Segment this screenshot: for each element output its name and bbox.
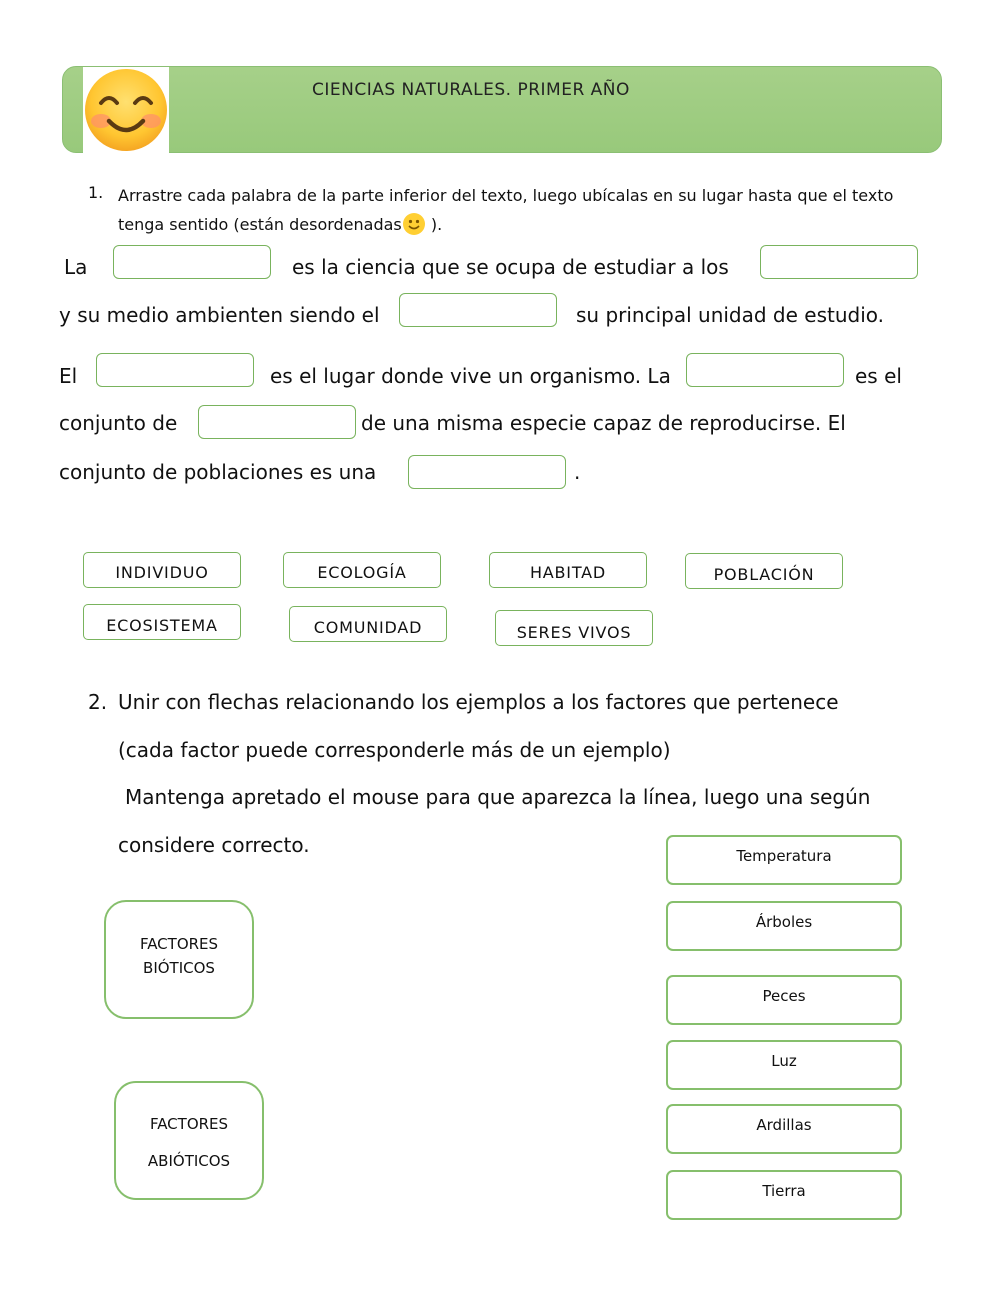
example-arboles[interactable]: Árboles [666,901,902,951]
question-2-line-1: Unir con flechas relacionando los ejemplos a los factores que pertenece [118,690,839,714]
example-luz[interactable]: Luz [666,1040,902,1090]
factor-label: BIÓTICOS [143,959,215,977]
example-ardillas[interactable]: Ardillas [666,1104,902,1154]
factor-label: FACTORES [149,1115,229,1133]
question-2-number: 2. [88,690,108,714]
word-chip-individuo[interactable]: INDIVIDUO [83,552,241,588]
factores-abioticos-box[interactable] [114,1081,264,1200]
text-el: El [59,364,78,388]
word-chip-comunidad[interactable]: COMUNIDAD [289,606,447,642]
example-tierra[interactable]: Tierra [666,1170,902,1220]
text-line-5: es el lugar donde vive un organismo. La [270,364,671,388]
text-period: . [574,460,581,484]
text-line-9: conjunto de poblaciones es una [59,460,377,484]
drop-blank-1[interactable] [113,245,271,279]
word-chip-seres-vivos[interactable]: SERES VIVOS [495,610,653,646]
word-chip-habitad[interactable]: HABITAD [489,552,647,588]
text-line-8: de una misma especie capaz de reproducirse. El [361,411,846,435]
text-line-7: conjunto de [59,411,178,435]
text-la: La [64,255,88,279]
text-line-6: es el [855,364,902,388]
factores-bioticos-box[interactable] [104,900,254,1019]
text-line-2: y su medio ambienten siendo el [59,303,380,327]
drop-blank-5[interactable] [686,353,844,387]
factor-label: FACTORES [139,935,219,953]
page-title: CIENCIAS NATURALES. PRIMER AÑO [312,80,630,100]
question-2-line-2: (cada factor puede corresponderle más de un ejemplo) [118,738,671,762]
question-2-line-3: Mantenga apretado el mouse para que aparezca la línea, luego una según [125,785,871,809]
word-chip-ecologia[interactable]: ECOLOGÍA [283,552,441,588]
text-line-3: su principal unidad de estudio. [576,303,885,327]
question-2-line-4: considere correcto. [118,833,310,857]
smiling-face-icon [83,67,169,153]
factor-label: ABIÓTICOS [147,1152,231,1170]
smiley-icon [402,212,426,236]
drop-blank-3[interactable] [399,293,557,327]
question-1-number: 1. [88,183,104,202]
text-line-1: es la ciencia que se ocupa de estudiar a los [292,255,729,279]
example-temperatura[interactable]: Temperatura [666,835,902,885]
drop-blank-2[interactable] [760,245,918,279]
word-chip-poblacion[interactable]: POBLACIÓN [685,553,843,589]
drop-blank-6[interactable] [198,405,356,439]
example-peces[interactable]: Peces [666,975,902,1025]
instruction-text: Arrastre cada palabra de la parte inferior del texto, luego ubícalas en su lugar hasta que el texto tenga sentido (están desordenadas [118,186,894,234]
drop-blank-7[interactable] [408,455,566,489]
instruction-end: ). [425,215,443,234]
word-chip-ecosistema[interactable]: ECOSISTEMA [83,604,241,640]
drop-blank-4[interactable] [96,353,254,387]
question-1-instruction [118,181,938,239]
